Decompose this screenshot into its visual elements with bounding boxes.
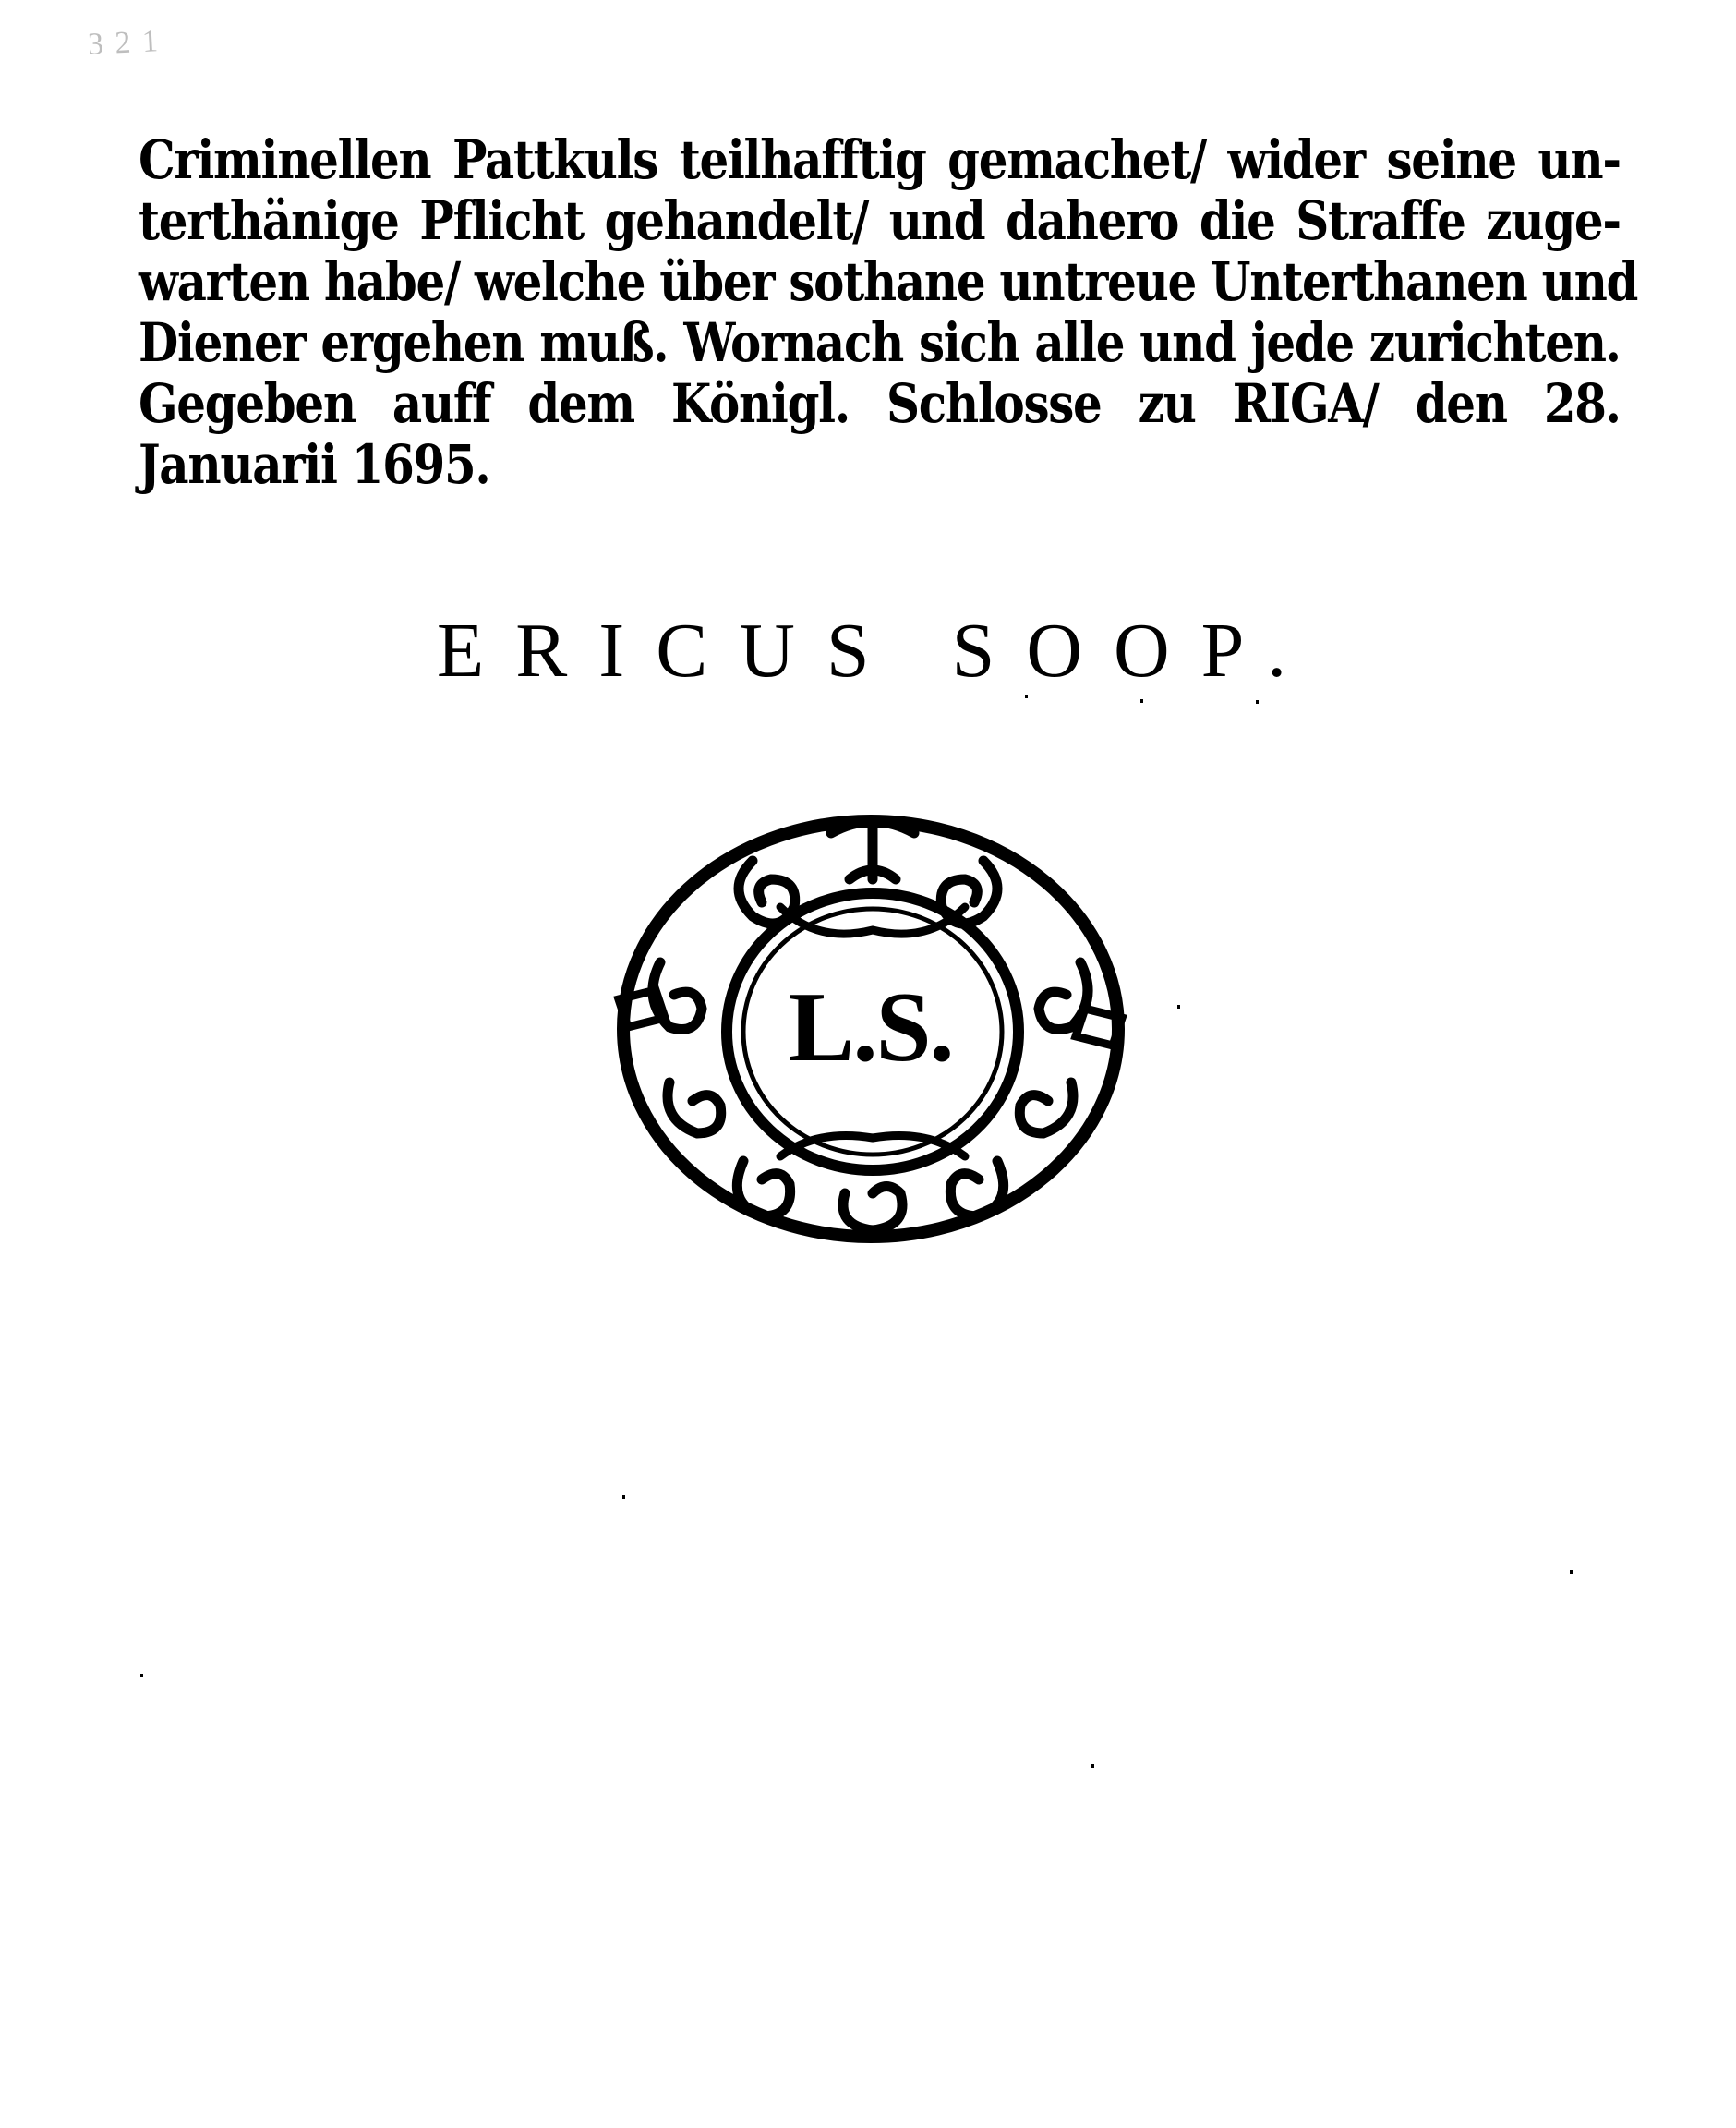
body-line-4: Diener ergehen muß. Wornach sich alle und jede zurichten. <box>139 311 1621 374</box>
seal-initials-text: L.S. <box>788 973 953 1082</box>
scan-speck <box>622 1495 625 1499</box>
scan-speck <box>1177 1005 1180 1009</box>
body-line-5: Gegeben auff dem Königl. Schlosse zu RIGA/ den 28. <box>139 372 1621 435</box>
signature-name: ERICUS SOOP. <box>436 608 1319 694</box>
scan-speck <box>1570 1570 1573 1574</box>
scan-speck <box>1140 699 1143 703</box>
scan-speck <box>1256 700 1259 704</box>
body-line-6-date: Januarii 1695. <box>139 433 490 496</box>
scan-speck <box>140 1674 143 1677</box>
seal-emblem <box>596 805 1145 1251</box>
edict-body-text <box>139 128 1638 496</box>
body-line-1: Criminellen Pattkuls teilhafftig gemachet/ wider seine un- <box>139 128 1621 191</box>
body-line-3: warten habe/ welche über sothane untreue Unterthanen und <box>139 250 1638 313</box>
scan-speck <box>1091 1764 1094 1768</box>
body-line-2: terthänige Pflicht gehandelt/ und dahero die Straffe zuge- <box>139 189 1621 252</box>
scan-speck <box>1025 695 1028 698</box>
archive-number-mark: 3 2 1 <box>87 23 161 63</box>
